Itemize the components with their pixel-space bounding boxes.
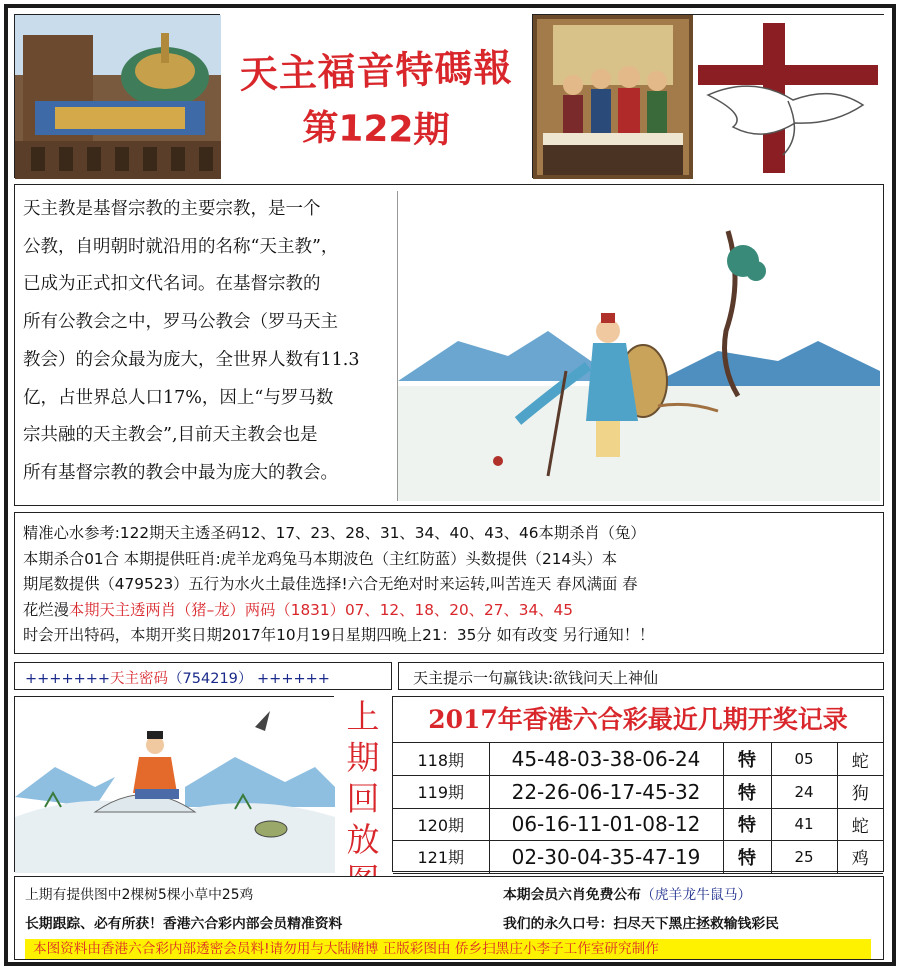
page-title: 天主福音特碼報 (239, 45, 514, 97)
tips-line: 精准心水参考:122期天主透圣码12、17、23、28、31、34、40、43、46本期杀肖（兔） (23, 524, 646, 542)
record-zodiac: 蛇 (837, 808, 883, 841)
scholar-illustration (397, 191, 879, 501)
tips-line: 期尾数提供（479523）五行为水火土最佳选择!六合无绝对时来运转,叫苦连天 春风满面 春 (23, 575, 638, 593)
religious-artwork (532, 14, 884, 178)
vertical-char: 放 (346, 820, 380, 859)
secret-code-bar (14, 662, 392, 690)
intro-line: 天主教是基督宗教的主要宗教，是一个 (23, 199, 321, 219)
cathedral-image (14, 14, 220, 178)
intro-section (14, 184, 884, 506)
tips-section (14, 512, 884, 654)
intro-line: 所有公教会之中，罗马公教会（罗马天主 (23, 312, 338, 333)
record-zodiac: 蛇 (837, 743, 883, 776)
review-illustration (14, 696, 334, 872)
footer-slogan-left: 长期跟踪、必有所获！香港六合彩内部会员精准资料 (25, 916, 343, 932)
record-zodiac: 鸡 (837, 841, 883, 874)
records-table (393, 743, 883, 874)
record-numbers: 02-30-04-35-47-19 (489, 841, 723, 874)
record-special-number: 25 (771, 841, 837, 874)
intro-text (23, 191, 393, 493)
vertical-char: 上 (346, 697, 380, 736)
record-zodiac: 狗 (837, 776, 883, 809)
record-numbers: 45-48-03-38-06-24 (489, 743, 723, 776)
intro-line: 已成为正式扣文代名词。在基督宗教的 (23, 274, 321, 295)
lottery-records (392, 696, 884, 872)
record-numbers: 22-26-06-17-45-32 (489, 776, 723, 809)
record-special-number: 24 (771, 776, 837, 809)
table-row (393, 776, 883, 809)
hint-bar: 天主提示一句赢钱诀:欲钱问天上神仙 (398, 662, 884, 690)
record-special-label: 特 (723, 808, 771, 841)
footer-member-zodiacs: （虎羊龙牛鼠马） (640, 887, 752, 903)
record-issue: 118期 (393, 743, 489, 776)
footer-section (14, 876, 884, 960)
record-special-number: 05 (771, 743, 837, 776)
tips-text-black: 花烂漫 (23, 600, 69, 619)
record-special-label: 特 (723, 743, 771, 776)
record-special-label: 特 (723, 841, 771, 874)
record-numbers: 06-16-11-01-08-12 (489, 808, 723, 841)
intro-line: 公教，自明朝时就沿用的名称“天主教”， (23, 236, 339, 257)
vertical-char: 回 (346, 779, 380, 818)
footer-slogan-right: 我们的永久口号：扫尽天下黑庄拯救输钱彩民 (503, 916, 779, 932)
intro-line: 教会）的会众最为庞大，全世界人数有11.3 (23, 349, 360, 370)
intro-line: 宗共融的天主教会”,目前天主教会也是 (23, 425, 318, 446)
footer-highlight-bar: 本图资料由香港六合彩内部透密会员料!请勿用与大陆赌博 正版彩图由 侨乡扫黑庄小李子工作室研究制作 (25, 939, 871, 959)
intro-line: 所有基督宗教的教会中最为庞大的教会。 (23, 462, 338, 483)
intro-line: 亿，占世界总人口17%，因上“与罗马数 (23, 387, 334, 408)
table-row (393, 808, 883, 841)
table-row (393, 841, 883, 874)
record-special-label: 特 (723, 776, 771, 809)
secret-code-label: 天主密码 (110, 671, 169, 687)
tips-line: 时会开出特码，本期开奖日期2017年10月19日星期四晚上21：35分 如有改变 另行通知！！ (23, 626, 655, 644)
footer-member-note (503, 883, 751, 903)
tips-line (23, 598, 879, 624)
tips-line: 本期杀合01合 本期提供旺肖:虎羊龙鸡兔马本期波色（主红防蓝）头数提供（214头）本 (23, 549, 618, 568)
issue-number: 第122期 (302, 107, 450, 152)
plus-decoration: ++++++ (257, 671, 330, 687)
vertical-char: 期 (346, 738, 380, 777)
record-issue: 119期 (393, 776, 489, 809)
footer-member-label: 本期会员六肖免费公布 (503, 887, 641, 903)
table-row (393, 743, 883, 776)
tips-text (23, 521, 879, 649)
header-title-block (222, 14, 530, 178)
record-issue: 121期 (393, 841, 489, 874)
secret-code-value: （754219） (168, 671, 253, 687)
record-issue: 120期 (393, 808, 489, 841)
record-special-number: 41 (771, 808, 837, 841)
footer-last-issue-note: 上期有提供图中2棵树5棵小草中25鸡 (25, 887, 254, 903)
plus-decoration: +++++++ (25, 671, 111, 687)
tips-text-red: 本期天主透两肖（猪–龙）两码（1831）07、12、18、20、27、34、45 (68, 600, 573, 619)
review-vertical-label (336, 696, 390, 872)
records-title: 2017年香港六合彩最近几期开奖记录 (393, 697, 883, 743)
